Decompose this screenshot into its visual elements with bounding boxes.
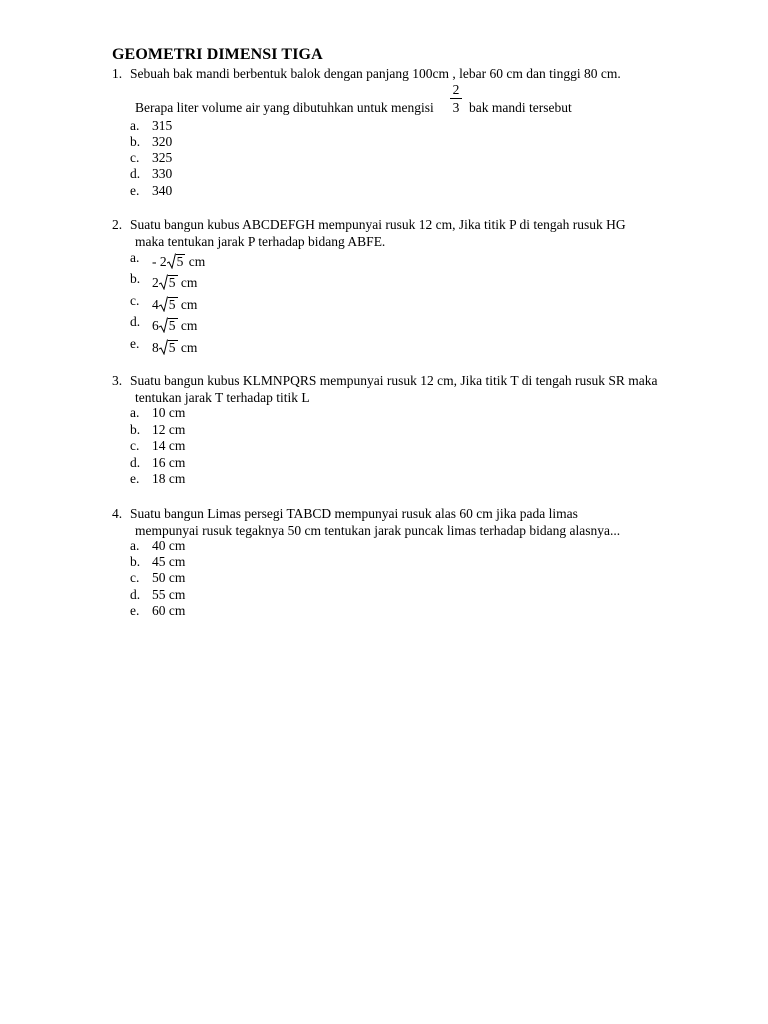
page-title: GEOMETRI DIMENSI TIGA: [112, 46, 323, 63]
option-letter: b.: [130, 134, 141, 149]
option-value: 10 cm: [152, 405, 186, 420]
question-text: Sebuah bak mandi berbentuk balok dengan panjang 100cm , lebar 60 cm dan tinggi 80 cm.: [130, 66, 621, 81]
radicand: 5: [176, 254, 184, 269]
option-value: 50 cm: [152, 570, 186, 585]
option-letter: d.: [130, 587, 141, 602]
radical-sign-icon: [159, 339, 168, 355]
option-value: 60 cm: [152, 603, 186, 618]
question-text: maka tentukan jarak P terhadap bidang ABFE.: [135, 234, 386, 249]
option-letter: a.: [130, 405, 140, 420]
option-letter: b.: [130, 422, 141, 437]
radicand: 5: [168, 297, 176, 312]
radical-sign-icon: [159, 296, 168, 312]
radicand: 5: [168, 318, 176, 333]
fraction: [449, 82, 463, 115]
question-number: 4.: [112, 506, 123, 521]
radical-sign-icon: [159, 274, 168, 290]
option-value: 12 cm: [152, 422, 186, 437]
option-letter: a.: [130, 250, 140, 265]
option-letter: a.: [130, 538, 140, 553]
option-coefficient: 4: [152, 297, 159, 312]
fraction-bar: [450, 98, 462, 99]
question-number: 3.: [112, 373, 123, 388]
question-text: bak mandi tersebut: [469, 100, 572, 115]
option-value: [152, 296, 197, 313]
radicand: 5: [168, 275, 176, 290]
radicand: 5: [168, 340, 176, 355]
option-value: [152, 274, 197, 291]
option-letter: d.: [130, 314, 141, 329]
square-root: [159, 317, 178, 334]
question-text: Suatu bangun kubus KLMNPQRS mempunyai rusuk 12 cm, Jika titik T di tengah rusuk SR maka: [130, 373, 658, 388]
square-root: [159, 296, 178, 313]
option-letter: c.: [130, 570, 140, 585]
option-value: 40 cm: [152, 538, 186, 553]
option-letter: e.: [130, 336, 140, 351]
option-value: 315: [152, 118, 173, 133]
question-text: Suatu bangun kubus ABCDEFGH mempunyai rusuk 12 cm, Jika titik P di tengah rusuk HG: [130, 217, 626, 232]
option-value: 320: [152, 134, 173, 149]
option-value: 45 cm: [152, 554, 186, 569]
option-coefficient: 2: [152, 275, 159, 290]
option-letter: d.: [130, 455, 141, 470]
option-letter: b.: [130, 271, 141, 286]
option-value: 16 cm: [152, 455, 186, 470]
square-root: [167, 253, 186, 270]
option-value: 55 cm: [152, 587, 186, 602]
unit: cm: [180, 318, 198, 333]
option-value: 340: [152, 183, 173, 198]
radical-sign-icon: [167, 253, 176, 269]
option-letter: d.: [130, 166, 141, 181]
option-letter: e.: [130, 603, 140, 618]
option-coefficient: - 2: [152, 254, 167, 269]
question-number: 1.: [112, 66, 123, 81]
option-coefficient: 8: [152, 340, 159, 355]
fraction-denominator: 3: [452, 100, 460, 115]
question-text: mempunyai rusuk tegaknya 50 cm tentukan jarak puncak limas terhadap bidang alasnya...: [135, 523, 621, 538]
option-value: [152, 339, 197, 356]
option-value: 325: [152, 150, 173, 165]
option-value: 330: [152, 166, 173, 181]
option-value: [152, 317, 197, 334]
radical-sign-icon: [159, 317, 168, 333]
fraction-numerator: 2: [452, 82, 460, 97]
option-letter: a.: [130, 118, 140, 133]
option-coefficient: 6: [152, 318, 159, 333]
option-letter: c.: [130, 150, 140, 165]
question-text: Berapa liter volume air yang dibutuhkan untuk mengisi: [135, 100, 434, 115]
question-number: 2.: [112, 217, 123, 232]
option-letter: e.: [130, 183, 140, 198]
unit: cm: [180, 340, 198, 355]
square-root: [159, 274, 178, 291]
option-letter: b.: [130, 554, 141, 569]
unit: cm: [180, 275, 198, 290]
question-text: Suatu bangun Limas persegi TABCD mempunyai rusuk alas 60 cm jika pada limas: [130, 506, 578, 521]
option-value: 18 cm: [152, 471, 186, 486]
unit: cm: [188, 254, 206, 269]
option-letter: c.: [130, 438, 140, 453]
option-letter: e.: [130, 471, 140, 486]
option-value: 14 cm: [152, 438, 186, 453]
question-text: tentukan jarak T terhadap titik L: [135, 390, 310, 405]
option-value: [152, 253, 205, 270]
square-root: [159, 339, 178, 356]
option-letter: c.: [130, 293, 140, 308]
unit: cm: [180, 297, 198, 312]
